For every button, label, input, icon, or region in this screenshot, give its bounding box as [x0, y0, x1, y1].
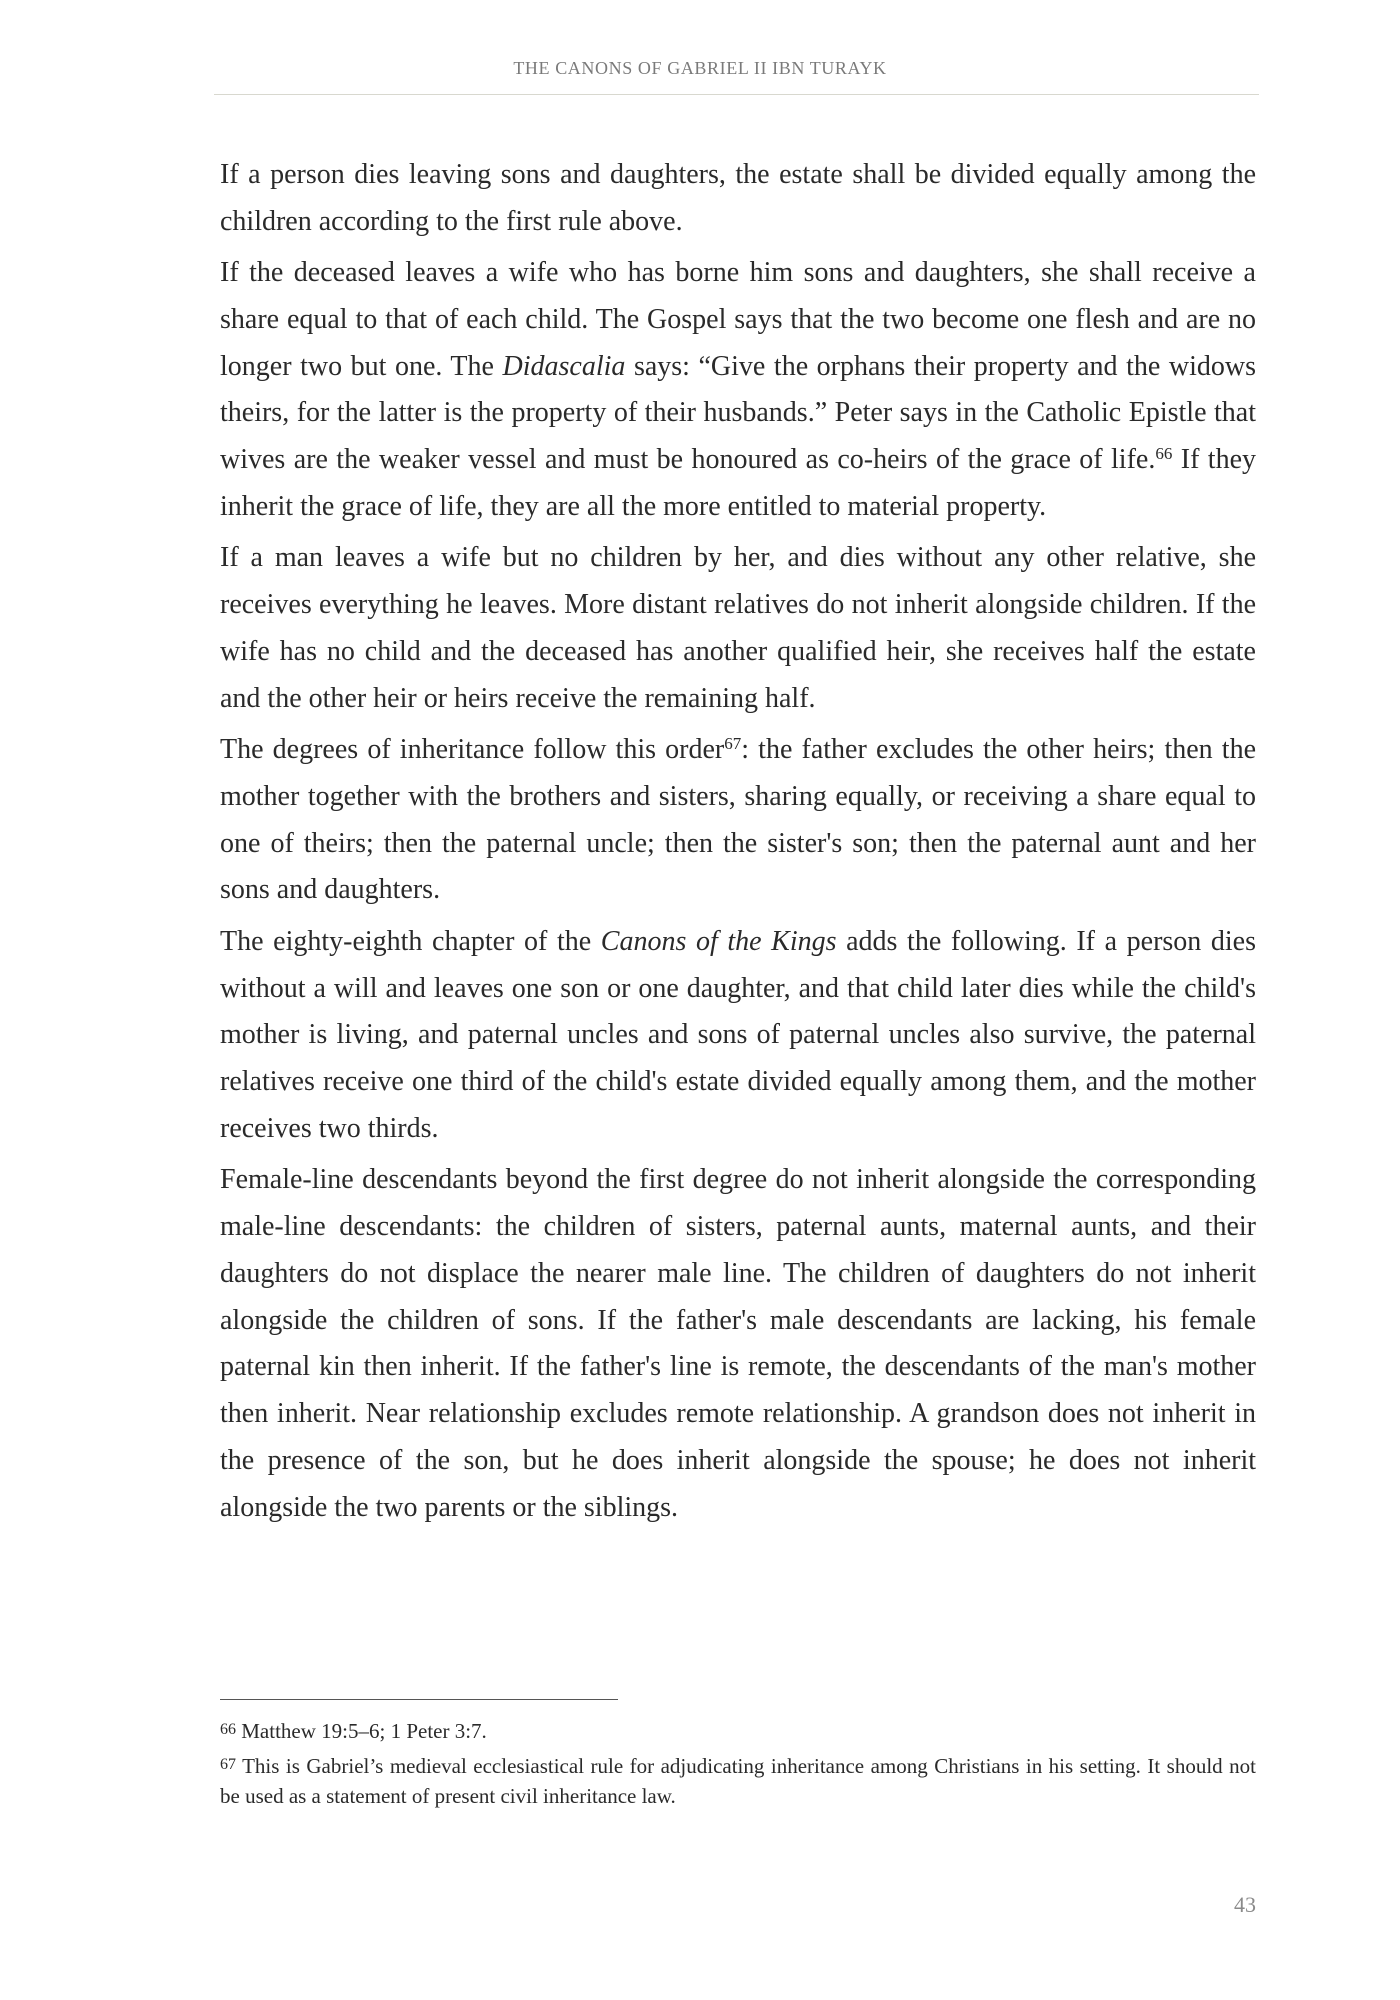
- body-text: [220, 152, 1256, 1536]
- paragraph-5-text-a: The eighty-eighth chapter of the: [220, 925, 601, 957]
- footnote-66: [220, 1716, 1256, 1746]
- header-divider: [214, 94, 1259, 95]
- paragraph-6: Female-line descendants beyond the first degree do not inherit alongside the corresponding male-line descendants: the children of sisters, paternal aunts, maternal aunts, and their daughters do not displace the nearer male line. The children of daughters do not inherit alongside the children of sons. If the father's male descendants are lacking, his female paternal kin then inherit. If the father's line is remote, the descendants of the man's mother then inherit. Near relationship excludes remote relationship. A grandson does not inherit in the presence of the son, but he does inherit alongside the spouse; he does not inherit alongside the two parents or the siblings.: [220, 1164, 1256, 1523]
- paragraph-4-text-b: : the father excludes the other heirs; then the mother together with the brothers and sisters, sharing equally, or receiving a share equal to one of theirs; then the paternal uncle; then the sister's son; then the paternal aunt and her sons and daughters.: [220, 734, 1256, 906]
- paragraph-4-text-a: The degrees of inheritance follow this order: [220, 734, 725, 766]
- paragraph-2-text-a: If the deceased leaves a wife who has borne him sons and daughters, she shall receive a share equal to that of each child. The Gospel says that the two become one flesh and are no longer two but one. The: [220, 257, 1256, 382]
- footnote-67: [220, 1751, 1256, 1811]
- title-canons-of-the-kings: Canons of the Kings: [600, 925, 837, 957]
- paragraph-5: [220, 919, 1256, 1153]
- footnote-number: 67: [220, 1756, 236, 1773]
- footnote-ref-67[interactable]: 67: [724, 734, 742, 754]
- footnote-text: Matthew 19:5–6; 1 Peter 3:7.: [236, 1719, 487, 1743]
- page-number: 43: [1234, 1892, 1256, 1917]
- footnote-divider: [220, 1699, 618, 1700]
- running-header: THE CANONS OF GABRIEL II IBN TURAYK: [513, 58, 887, 78]
- footnote-number: 66: [220, 1721, 236, 1738]
- paragraph-2-text-c: If they inherit the grace of life, they are all the more entitled to material property.: [220, 444, 1257, 523]
- title-didascalia: Didascalia: [502, 350, 626, 382]
- paragraph-5-text-b: adds the following. If a person dies without a will and leaves one son or one daughter, and that child later dies while the child's mother is living, and paternal uncles and sons of paternal uncles also survive, the paternal relatives receive one third of the child's estate divided equally among them, and the mother receives two thirds.: [220, 925, 1256, 1144]
- paragraph-1: If a person dies leaving sons and daughters, the estate shall be divided equally among the children according to the first rule above.: [220, 159, 1256, 237]
- paragraph-2-text-b: says: “Give the orphans their property and the widows theirs, for the latter is the property of their husbands.” Peter says in the Catholic Epistle that wives are the weaker vessel and must be honoured as co-heirs of the grace of life.: [220, 350, 1256, 476]
- paragraph-4: [220, 727, 1256, 914]
- paragraph-3: If a man leaves a wife but no children by her, and dies without any other relative, she receives everything he leaves. More distant relatives do not inherit alongside children. If the wife has no child and the deceased has another qualified heir, she receives half the estate and the other heir or heirs receive the remaining half.: [220, 542, 1256, 714]
- footnotes: [220, 1716, 1256, 1816]
- footnote-text: This is Gabriel’s medieval ecclesiastical rule for adjudicating inheritance among Christians in his setting. It should not be used as a statement of present civil inheritance law.: [220, 1754, 1256, 1808]
- paragraph-2: [220, 250, 1256, 531]
- footnote-ref-66[interactable]: 66: [1155, 444, 1173, 464]
